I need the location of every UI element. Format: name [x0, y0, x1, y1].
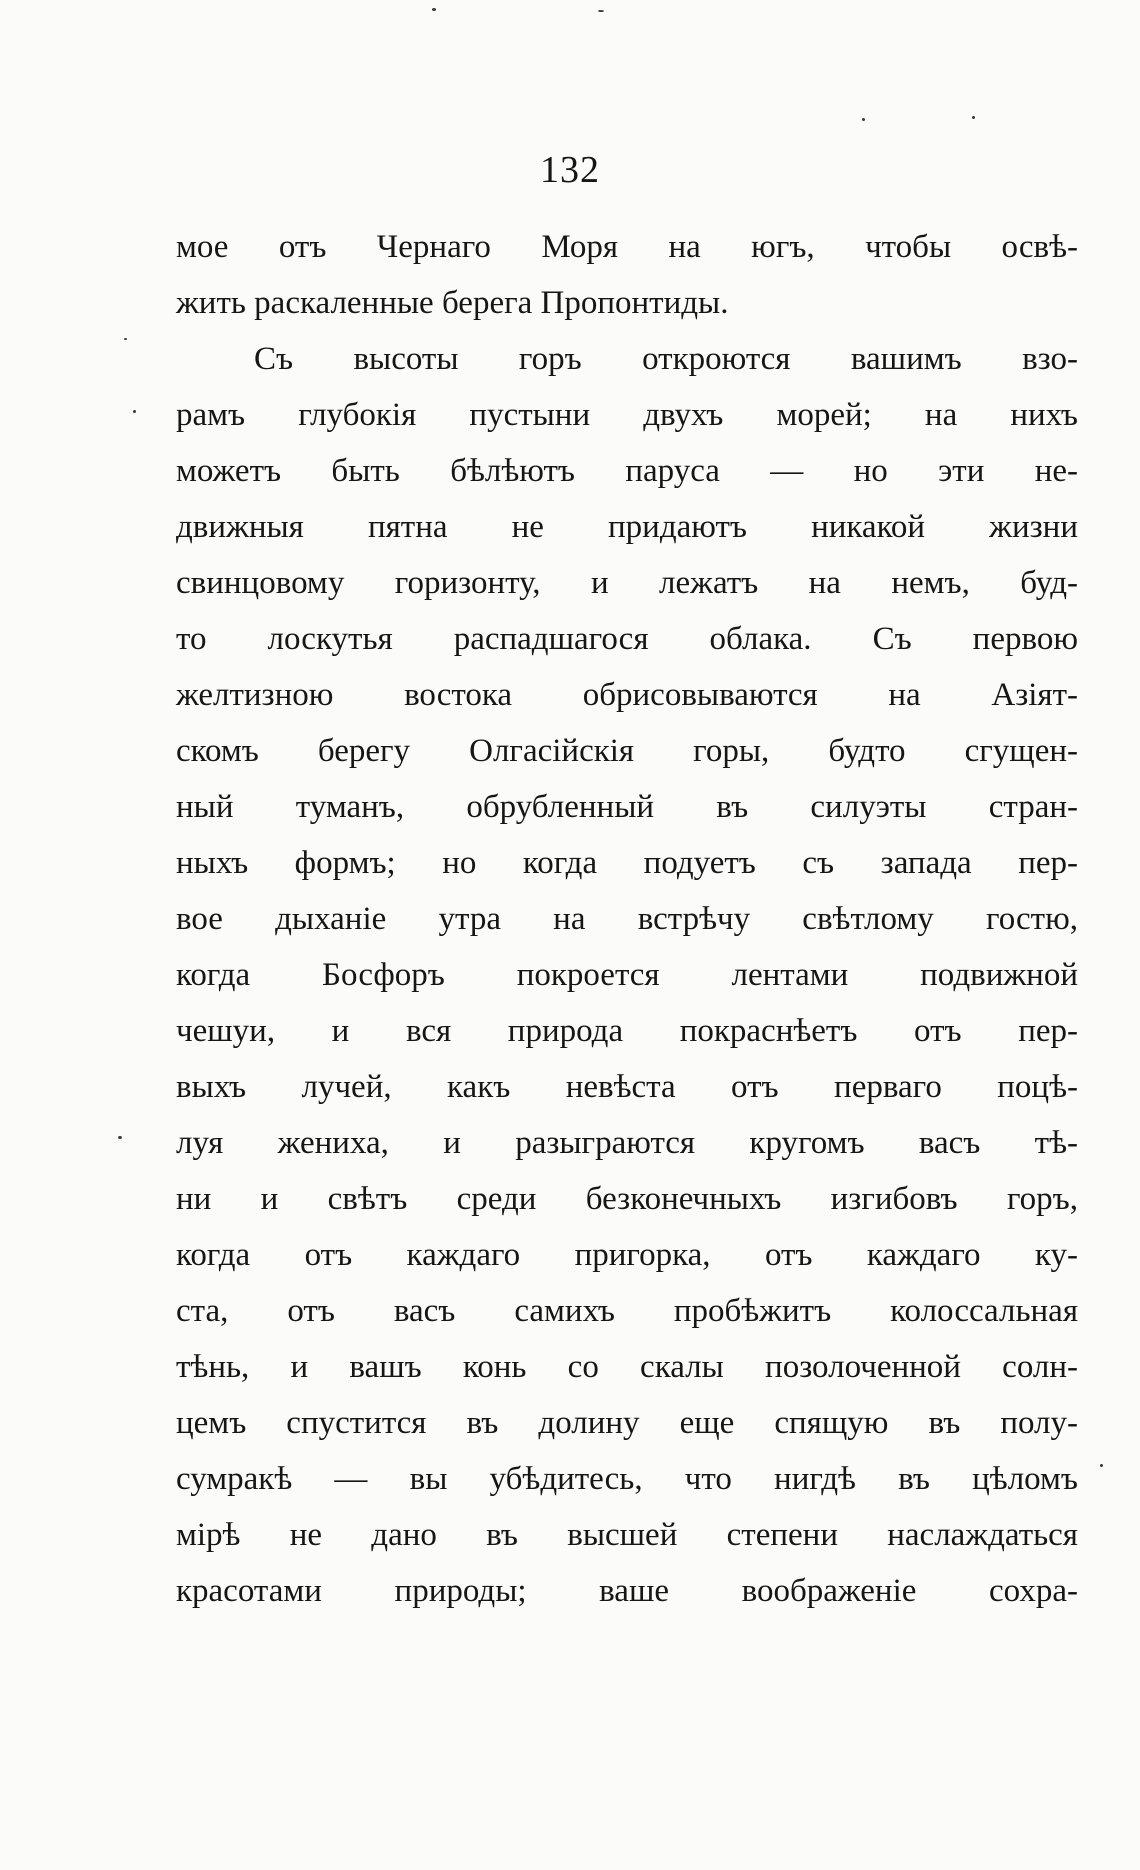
page-number: 132 — [540, 149, 600, 191]
text-line: выхъ лучей, какъ невѣста отъ перваго поцѣ- — [176, 1069, 1078, 1105]
text-line: ни и свѣтъ среди безконечныхъ изгибовъ горъ, — [176, 1181, 1078, 1217]
text-line: рамъ глубокія пустыни двухъ морей; на нихъ — [176, 397, 1078, 433]
text-line: то лоскутья распадшагося облака. Съ первою — [176, 621, 1078, 657]
text-line: ныхъ формъ; но когда подуетъ съ запада пер- — [176, 845, 1078, 881]
scan-speck — [862, 118, 865, 121]
scan-speck — [598, 10, 604, 12]
text-line: луя жениха, и разыграются кругомъ васъ тѣ- — [176, 1125, 1078, 1161]
text-line: Съ высоты горъ откроются вашимъ взо- — [254, 341, 1078, 377]
text-line: желтизною востока обрисовываются на Азіят- — [176, 677, 1078, 713]
text-line: вое дыханіе утра на встрѣчу свѣтлому гостю, — [176, 901, 1078, 937]
text-line: можетъ быть бѣлѣютъ паруса — но эти не- — [176, 453, 1078, 489]
text-line: чешуи, и вся природа покраснѣетъ отъ пер- — [176, 1013, 1078, 1049]
scan-speck — [133, 410, 136, 413]
text-line: сумракѣ — вы убѣдитесь, что нигдѣ въ цѣломъ — [176, 1461, 1078, 1497]
text-line: когда Босфоръ покроется лентами подвижной — [176, 957, 1078, 993]
text-line: когда отъ каждаго пригорка, отъ каждаго ку- — [176, 1237, 1078, 1273]
text-line: мірѣ не дано въ высшей степени наслаждаться — [176, 1517, 1078, 1553]
text-line: жить раскаленные берега Пропонтиды. — [176, 285, 729, 321]
text-line: красотами природы; ваше воображеніе сохра- — [176, 1573, 1078, 1609]
text-line: ста, отъ васъ самихъ пробѣжитъ колоссальная — [176, 1293, 1078, 1329]
scan-speck — [432, 8, 436, 11]
text-line: движныя пятна не придаютъ никакой жизни — [176, 509, 1078, 545]
text-line: мое отъ Чернаго Моря на югъ, чтобы освѣ- — [176, 229, 1078, 265]
text-line: ный туманъ, обрубленный въ силуэты стран- — [176, 789, 1078, 825]
text-line: тѣнь, и вашъ конь со скалы позолоченной солн- — [176, 1349, 1078, 1385]
text-line: свинцовому горизонту, и лежатъ на немъ, буд- — [176, 565, 1078, 601]
scan-speck — [972, 116, 975, 119]
text-line: скомъ берегу Олгасійскія горы, будто сгущен- — [176, 733, 1078, 769]
scan-speck — [118, 1136, 122, 1139]
text-line: цемъ спустится въ долину еще спящую въ полу- — [176, 1405, 1078, 1441]
scan-speck — [1100, 1464, 1103, 1467]
scan-speck — [124, 338, 127, 340]
